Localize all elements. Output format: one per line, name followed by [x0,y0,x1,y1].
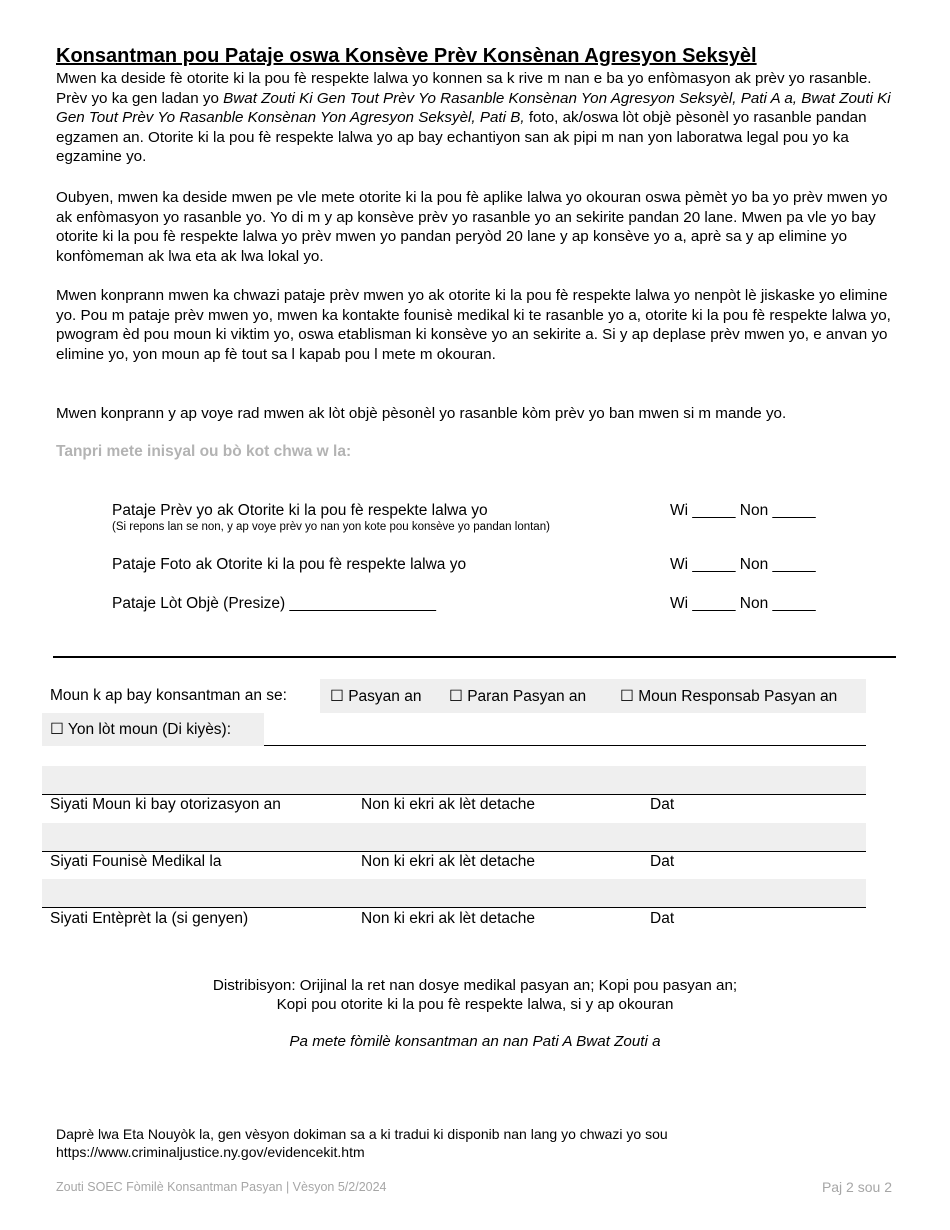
signature-field-3[interactable] [42,879,866,907]
paragraph-text: foto, ak/oswa lòt objè pèsonèl yo rasanble pandan egzamen an. Otorite ki la pou fè respekte lalwa yo ap bay echantiyon san ak pipi m nan yon laboratwa legal pou yo ka egzamine yo. [56,109,867,166]
signature-line-2 [42,851,866,852]
share-photos-initials[interactable]: Wi _____ Non _____ [670,556,816,573]
share-photos-option: Pataje Foto ak Otorite ki la pou fè respekte lalwa yo [112,556,467,573]
signature-label-provider: Siyati Founisè Medikal la [50,853,222,870]
paragraph-evidence-sharing [56,69,896,167]
translation-note-text: Daprè lwa Eta Nouyòk la, gen vèsyon dokiman sa a ki tradui ki disponib nan lang yo chwazi yo sou [56,1126,668,1142]
consent-option-guardian[interactable]: ☐ Moun Responsab Pasyan an [620,688,838,705]
share-other-items-option[interactable]: Pataje Lòt Objè (Presize) _________________ [112,595,437,612]
share-evidence-option: Pataje Prèv yo ak Otorite ki la pou fè respekte lalwa yo [112,502,488,519]
date-label: Dat [650,910,675,927]
share-other-items-initials[interactable]: Wi _____ Non _____ [670,595,816,612]
footer-page-number: Paj 2 sou 2 [821,1179,892,1195]
signature-label-authorizer: Siyati Moun ki bay otorizasyon an [50,796,281,813]
paragraph-kit-names: Bwat Zouti Ki Gen Tout Prèv Yo Rasanble Konsènan Yon Agresyon Seksyèl, Pati A a, Bwat Zouti Ki Gen Tout Prèv Yo Rasanble Konsènan Yon Agresyon Seksyèl, Pati B, [56,89,891,127]
signature-label-interpreter: Siyati Entèprèt la (si genyen) [50,910,249,927]
signature-line-1 [42,794,866,795]
printed-name-label: Non ki ekri ak lèt detache [361,796,536,813]
paragraph-change-mind: Mwen konprann mwen ka chwazi pataje prèv mwen yo ak otorite ki la pou fè respekte lalwa yo nenpòt lè jiskaske yo elimine yo. Pou m pataje prèv mwen yo, mwen ka kontakte founisè medikal ki te rasanble yo a, otorite ki la pou fè respekte lalwa yo, pwogram èd pou moun ki viktim yo, oswa etablisman ki konsève yo an sekirite a. Si y ap deplase prèv mwen yo, e anvan yo elimine yo, yon moun ap fè tout sa l kapab pou l mete m okouran. [56,287,891,363]
signature-field-2[interactable] [42,823,866,851]
paragraph-text: Mwen ka deside fè otorite ki la pou fè respekte lalwa yo konnen sa k rive m nan e ba yo enfòmasyon ak prèv yo rasanble. Prèv yo ka gen ladan yo [56,70,872,107]
date-label: Dat [650,796,675,813]
share-evidence-note: (Si repons lan se non, y ap voye prèv yo nan yon kote pou konsève yo pandan lontan) [112,521,550,533]
consent-other-line[interactable] [264,745,866,746]
section-divider [53,656,896,658]
distribution-line-1: Distribisyon: Orijinal la ret nan dosye medikal pasyan an; Kopi pou pasyan an; [212,977,738,994]
distribution-line-2: Kopi pou otorite ki la pou fè respekte lalwa, si y ap okouran [276,996,674,1013]
signature-line-3 [42,907,866,908]
printed-name-label: Non ki ekri ak lèt detache [361,853,536,870]
printed-name-label: Non ki ekri ak lèt detache [361,910,536,927]
distribution-note: Pa mete fòmilè konsantman an nan Pati A Bwat Zouti a [289,1033,661,1050]
paragraph-clothing: Mwen konprann y ap voye rad mwen ak lòt objè pèsonèl yo rasanble kòm prèv yo ban mwen si m mande yo. [56,405,787,422]
consent-option-other[interactable]: ☐ Yon lòt moun (Di kiyès): [50,721,232,738]
footer-form-version: Zouti SOEC Fòmilè Konsantman Pasyan | Vèsyon 5/2/2024 [56,1180,387,1194]
consent-option-parent[interactable]: ☐ Paran Pasyan an [449,688,587,705]
signature-field-1[interactable] [42,766,866,794]
initials-instruction: Tanpri mete inisyal ou bò kot chwa w la: [56,443,352,460]
page-title: Konsantman pou Pataje oswa Konsève Prèv Konsènan Agresyon Seksyèl [56,45,757,67]
consent-label: Moun k ap bay konsantman an se: [50,687,287,704]
date-label: Dat [650,853,675,870]
share-evidence-initials[interactable]: Wi _____ Non _____ [670,502,816,519]
translation-note [56,1125,668,1161]
consent-option-patient[interactable]: ☐ Pasyan an [330,688,422,705]
paragraph-storage: Oubyen, mwen ka deside mwen pe vle mete otorite ki la pou fè aplike lalwa yo okouran oswa pèmèt yo ba yo prèv mwen yo ak enfòmasyon yo rasanble yo. Yo di m y ap konsève prèv yo rasanble yo an sekirite pandan 20 lane. Mwen pa vle yo bay otorite ki la pou fè respekte lalwa yo prèv mwen yo pandan peryòd 20 lane y ap konsève yo a, aprè sa y ap elimine yo konfòmeman ak lwa eta ak lwa lokal yo. [56,189,888,265]
translation-link[interactable]: https://www.criminaljustice.ny.gov/evidencekit.htm [56,1144,365,1160]
